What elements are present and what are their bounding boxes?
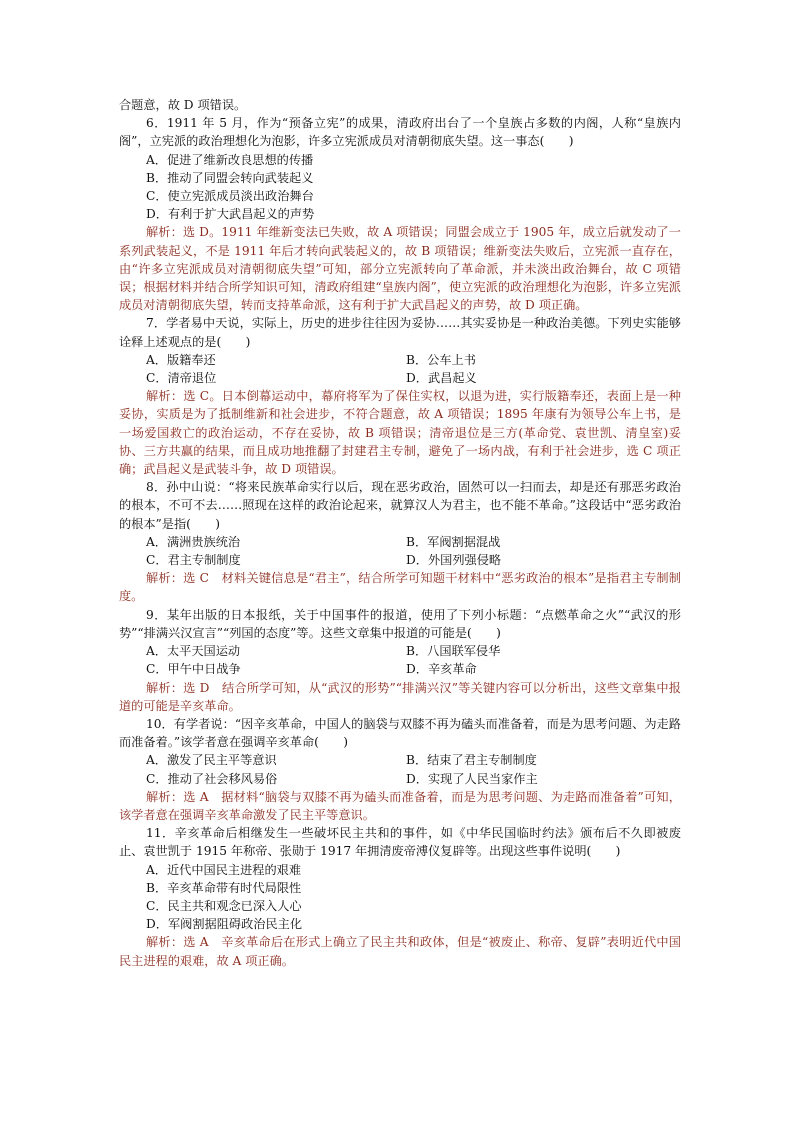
option-c: C．甲午中日战争 bbox=[146, 662, 241, 677]
option-b: B．结束了君主专制制度 bbox=[406, 753, 537, 768]
question-8 bbox=[119, 478, 681, 605]
question-6 bbox=[119, 114, 681, 314]
document-page bbox=[119, 96, 681, 970]
lead-text: 合题意，故 D 项错误。 bbox=[119, 98, 247, 112]
question-stem: 7．学者易中天说，实际上，历史的进步往往因为妥协……其实妥协是一种政治美德。下列史实能够诠释上述观点的是( ) bbox=[119, 316, 681, 349]
option-d: D．外国列强侵略 bbox=[406, 553, 502, 568]
options-row bbox=[119, 642, 681, 660]
option-a: A．版籍奉还 bbox=[146, 352, 216, 367]
question-10 bbox=[119, 715, 681, 824]
options-row bbox=[119, 770, 681, 788]
question-9 bbox=[119, 606, 681, 715]
option-d: D．有利于扩大武昌起义的声势 bbox=[146, 207, 315, 222]
options-row bbox=[119, 751, 681, 769]
analysis-text: 解析：选 D 结合所学可知，从“武汉的形势”“排满兴汉”等关键内容可以分析出，这些文章集中报道的可能是辛亥革命。 bbox=[119, 680, 681, 713]
options-row bbox=[119, 369, 681, 387]
option-c: C．民主共和观念已深入人心 bbox=[146, 898, 302, 913]
option-b: B．八国联军侵华 bbox=[406, 644, 501, 659]
analysis-text: 解析：选 D。1911 年维新变法已失败，故 A 项错误；同盟会成立于 1905 年，成立后就发动了一系列武装起义，不是 1911 年后才转向武装起义的，故 B 项错误；维新变法失败后，立宪派一直存在，由“许多立宪派成员对清朝彻底失望”可知，部分立宪派转向了革命派，并未淡出政治舞台，故 C 项错误；根据材料并结合所学知识可知，清政府组建“皇族内阁”，使立宪派的政治理想化为泡影，许多立宪派成员对清朝彻底失望，转而支持革命派，这有利于扩大武昌起义的声势，故 D 项正确。 bbox=[119, 225, 681, 313]
question-stem: 10．有学者说：“因辛亥革命，中国人的脑袋与双膝不再为磕头而准备着，而是为思考问题、为走路而准备着。”该学者意在强调辛亥革命( ) bbox=[119, 716, 681, 750]
options-row bbox=[119, 533, 681, 551]
option-b: B．公车上书 bbox=[406, 352, 476, 367]
option-b: B．军阀割据混战 bbox=[406, 534, 501, 549]
question-stem: 6．1911 年 5 月，作为“预备立宪”的成果，清政府出台了一个皇族占多数的内阁，人称“皇族内阁”，立宪派的政治理想化为泡影，许多立宪派成员对清朝彻底失望。这一事态( ) bbox=[119, 116, 681, 149]
question-7 bbox=[119, 314, 681, 478]
question-stem: 9．某年出版的日本报纸，关于中国事件的报道，使用了下列小标题：“点燃革命之火”“武汉的形势”“排满兴汉宣言”“列国的态度”等。这些文章集中报道的可能是( ) bbox=[119, 607, 681, 640]
option-c: C．君主专制制度 bbox=[146, 553, 241, 568]
analysis-text: 解析：选 C。日本倒幕运动中，幕府将军为了保住实权，以退为进，实行版籍奉还，表面上是一种妥协，实质是为了抵制维新和社会进步，不符合题意，故 A 项错误；1895 年康有为领导公车上书，是一场爱国救亡的政治运动，不存在妥协，故 B 项错误；清帝退位是三方(革命党、袁世凯、清皇室)妥协、三方共赢的结果，而且成功地推翻了封建君主专制，避免了一场内战，有利于社会进步，选 C 项正确；武昌起义是武装斗争，故 D 项错误。 bbox=[119, 389, 681, 477]
option-a: A．近代中国民主进程的艰难 bbox=[146, 862, 302, 877]
option-b: B．推动了同盟会转向武装起义 bbox=[146, 170, 314, 185]
options-row bbox=[119, 351, 681, 369]
option-d: D．军阀割据阻碍政治民主化 bbox=[146, 917, 303, 932]
option-a: A．太平天国运动 bbox=[146, 644, 241, 659]
option-c: C．清帝退位 bbox=[146, 371, 217, 386]
option-c: C．推动了社会移风易俗 bbox=[146, 771, 278, 786]
option-c: C．使立宪派成员淡出政治舞台 bbox=[146, 189, 314, 204]
option-a: A．满洲贵族统治 bbox=[146, 534, 241, 549]
question-stem: 11．辛亥革命后相继发生一些破坏民主共和的事件，如《中华民国临时约法》颁布后不久即被废止、袁世凯于 1915 年称帝、张勋于 1917 年拥清废帝溥仪复辟等。出现这些事件说明( ) bbox=[119, 826, 681, 859]
question-stem: 8．孙中山说：“将来民族革命实行以后，现在恶劣政治，固然可以一扫而去，却是还有那恶劣政治的根本，不可不去……照现在这样的政治论起来，就算汉人为君主，也不能不革命。”这段话中“恶劣政治的根本”是指( ) bbox=[119, 480, 681, 531]
options-row bbox=[119, 551, 681, 569]
option-d: D．武昌起义 bbox=[406, 371, 477, 386]
analysis-text: 解析：选 A 辛亥革命后在形式上确立了民主共和政体，但是“被废止、称帝、复辟”表明近代中国民主进程的艰难，故 A 项正确。 bbox=[119, 935, 681, 968]
analysis-text: 解析：选 A 据材料“脑袋与双膝不再为磕头而准备着，而是为思考问题、为走路而准备着”可知，该学者意在强调辛亥革命激发了民主平等意识。 bbox=[119, 789, 681, 822]
option-d: D．辛亥革命 bbox=[406, 662, 477, 677]
option-b: B．辛亥革命带有时代局限性 bbox=[146, 880, 302, 895]
options-row bbox=[119, 660, 681, 678]
question-11 bbox=[119, 824, 681, 970]
option-d: D．实现了人民当家作主 bbox=[406, 771, 538, 786]
option-a: A．促进了维新改良思想的传播 bbox=[146, 152, 314, 167]
analysis-text: 解析：选 C 材料关键信息是“君主”，结合所学可知题干材料中“恶劣政治的根本”是指君主专制制度。 bbox=[119, 571, 681, 604]
option-a: A．激发了民主平等意识 bbox=[146, 753, 277, 768]
